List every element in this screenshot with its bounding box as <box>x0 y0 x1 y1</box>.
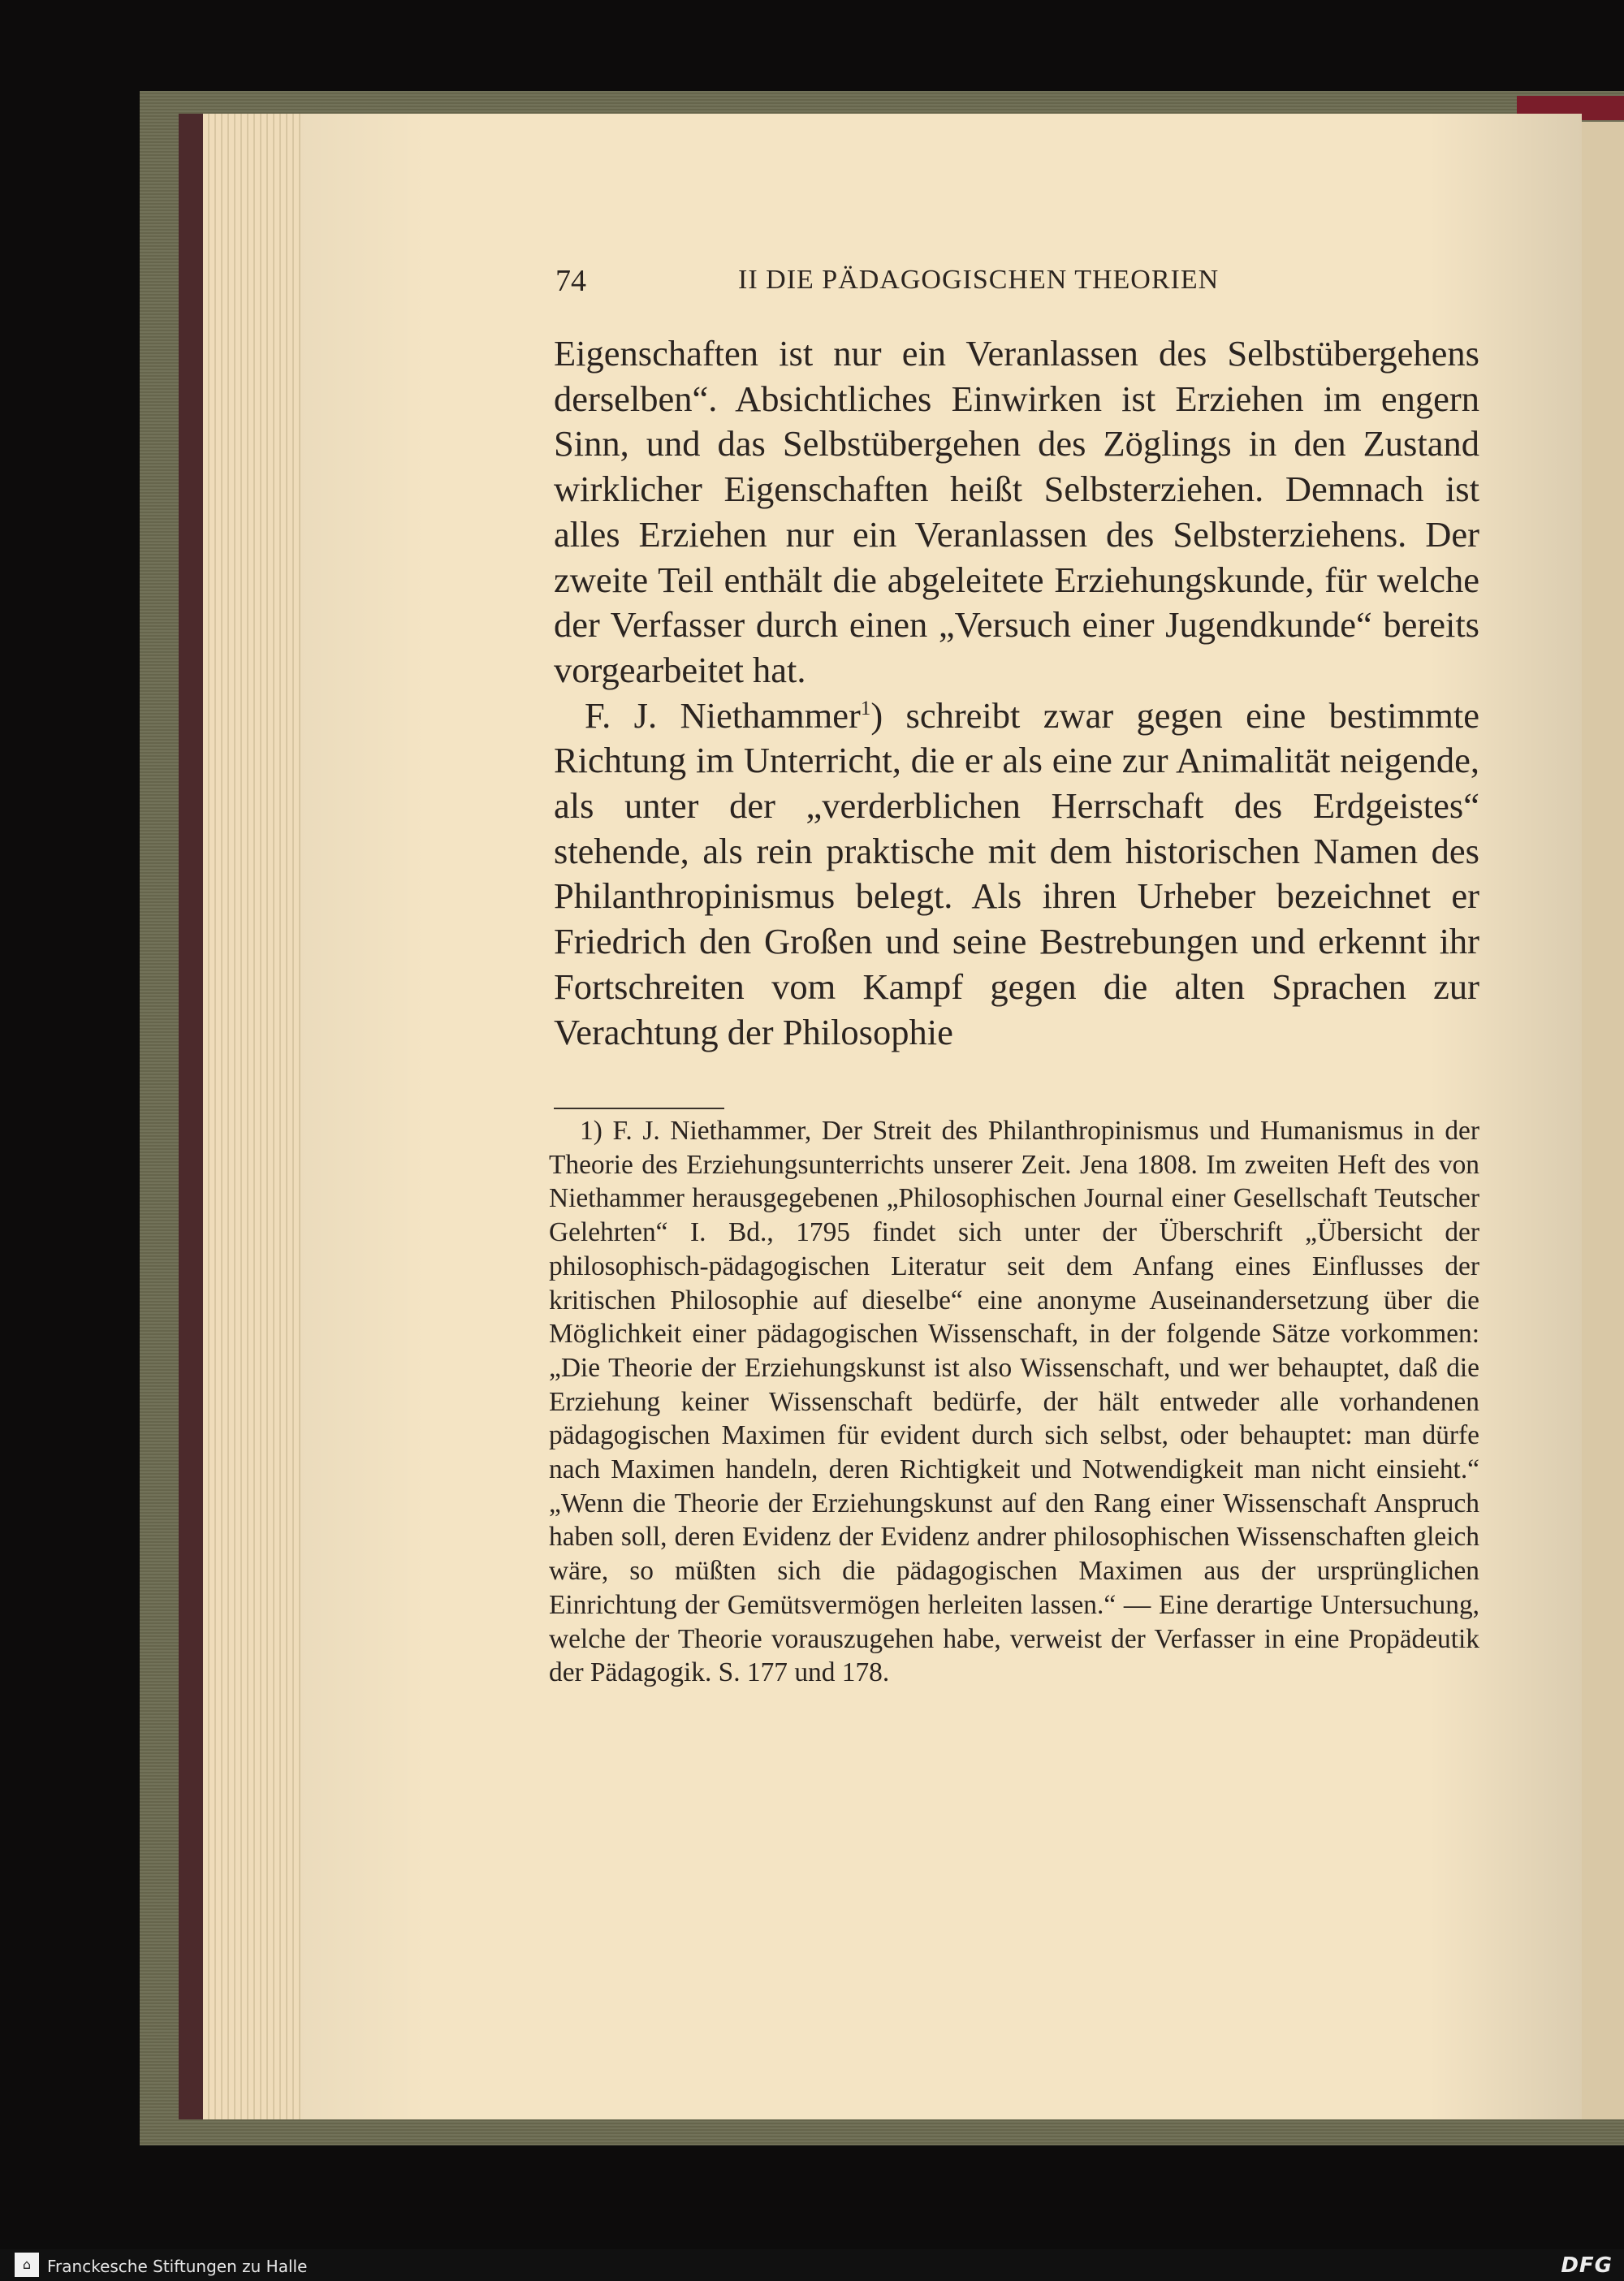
page-number: 74 <box>555 264 586 298</box>
author-name: F. J. Niethammer <box>585 694 861 736</box>
paragraph <box>554 693 1479 1056</box>
main-text <box>554 331 1479 1055</box>
footnote-reference: 1 <box>860 697 871 719</box>
institution-logo-icon: ⌂ <box>15 2253 39 2277</box>
facing-page-edge <box>1582 122 1624 2119</box>
paragraph-text: ) schreibt zwar gegen eine bestimmte Richtung im Unterricht, die er als eine zur Animalität neigende, als unter der „verderblichen Herrschaft des Erdgeistes“ stehende, als rein praktische mit dem historischen Namen des Philanthropinismus belegt. Als ihren Urheber bezeichnet er Friedrich den Großen und seine Bestrebungen und erkennt ihr Fortschreiten vom Kampf gegen die alten Sprachen zur Verachtung der Philosophie <box>554 694 1479 1052</box>
viewer-footer <box>0 2249 1624 2281</box>
running-head: II DIE PÄDAGOGISCHEN THEORIEN <box>738 265 1220 295</box>
cover-edge-shadow <box>179 114 203 2119</box>
dfg-logo: DFG <box>1561 2253 1613 2278</box>
page-header <box>555 258 1290 307</box>
paragraph: Eigenschaften ist nur ein Veranlassen des Selbstübergehens derselben“. Absichtliches Einwirken ist Erziehen im engern Sinn, und das Selbstübergehen des Zöglings in den Zustand wirklicher Eigenschaften heißt Selbsterziehen. Demnach ist alles Erziehen nur ein Veranlassen des Selbsterziehens. Der zweite Teil enthält die abgeleitete Erziehungskunde, für welche der Verfasser durch einen „Versuch einer Jugendkunde“ bereits vorgearbeitet hat. <box>554 333 1479 690</box>
footnote-text: 1) F. J. Niethammer, Der Streit des Philanthropinismus und Humanismus in der Theorie des Erziehungsunterrichts unserer Zeit. Jena 1808. Im zweiten Heft des von Niethammer herausgegebenen „Philosophischen Journal einer Gesellschaft Teutscher Gelehrten“ I. Bd., 1795 findet sich unter der Überschrift „Übersicht der philosophisch-pädagogischen Literatur seit dem Anfang eines Einflusses der kritischen Philosophie auf dieselbe“ eine anonyme Auseinandersetzung über die Möglichkeit einer pädagogischen Wissenschaft, in der folgende Sätze vorkommen: „Die Theorie der Erziehungskunst ist also Wissenschaft, und wer behauptet, daß die Erziehung keiner Wissenschaft bedürfe, der hält entweder alle vorhandenen pädagogischen Maximen für evident durch sich selbst, oder behauptet: man dürfe nach Maximen handeln, deren Richtigkeit und Notwendigkeit man nicht einsieht.“ „Wenn die Theorie der Erziehungskunst auf den Rang einer Wissenschaft Anspruch haben soll, deren Evidenz der Evidenz andrer philosophischen Wissenschaften gleich wäre, so müßten sich die pädagogischen Maximen aus der ursprünglichen Einrichtung der Gemütsvermögen herleiten lassen.“ — Eine derartige Untersuchung, welche der Theorie vorauszugehen habe, verweist der Verfasser in eine Propädeutik der Pädagogik. S. 177 und 178. <box>549 1116 1479 1688</box>
institution-name: Franckesche Stiftungen zu Halle <box>47 2257 308 2276</box>
page-stack-edge <box>203 114 300 2119</box>
footnote-divider <box>554 1108 724 1109</box>
footnote <box>549 1114 1479 1690</box>
